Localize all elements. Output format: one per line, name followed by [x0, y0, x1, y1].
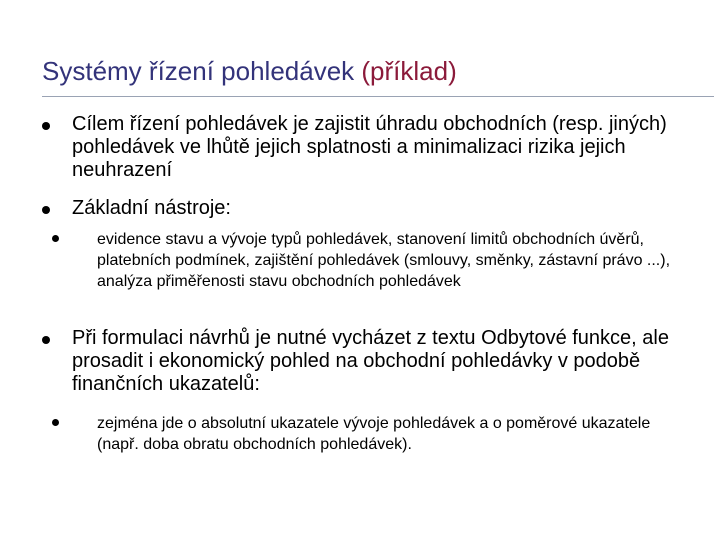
bullet-dot-icon — [52, 419, 59, 426]
bullet-dot-icon — [52, 235, 59, 242]
sub-bullet-item — [52, 229, 682, 292]
bullet-item — [42, 197, 682, 220]
title-divider — [42, 96, 714, 97]
bullet-dot-icon — [42, 122, 50, 130]
slide-title-highlight: (příklad) — [361, 56, 457, 86]
bullet-dot-icon — [42, 206, 50, 214]
bullet-text: Cílem řízení pohledávek je zajistit úhradu obchodních (resp. jiných) pohledávek ve lhůtě jejich splatnosti a minimalizaci rizika jejich neuhrazení — [72, 113, 667, 181]
bullet-item — [42, 327, 682, 396]
bullet-text: Při formulaci návrhů je nutné vycházet z textu Odbytové funkce, ale prosadit i ekonomický pohled na obchodní pohledávky v podobě finančních ukazatelů: — [72, 327, 669, 395]
bullet-text: Základní nástroje: — [72, 197, 231, 219]
sub-bullet-text: evidence stavu a vývoje typů pohledávek, stanovení limitů obchodních úvěrů, platebních podmínek, zajištění pohledávek (smlouvy, směnky, zástavní právo ...), analýza přiměřenosti stavu obchodních pohledávek — [97, 231, 671, 290]
slide-title-main: Systémy řízení pohledávek — [42, 56, 355, 86]
bullet-dot-icon — [42, 336, 50, 344]
bullet-item — [42, 113, 682, 182]
sub-bullet-item — [52, 413, 682, 455]
sub-bullet-text: zejména jde o absolutní ukazatele vývoje pohledávek a o poměrové ukazatele (např. doba obratu obchodních pohledávek). — [97, 415, 651, 453]
slide-title — [42, 56, 457, 87]
